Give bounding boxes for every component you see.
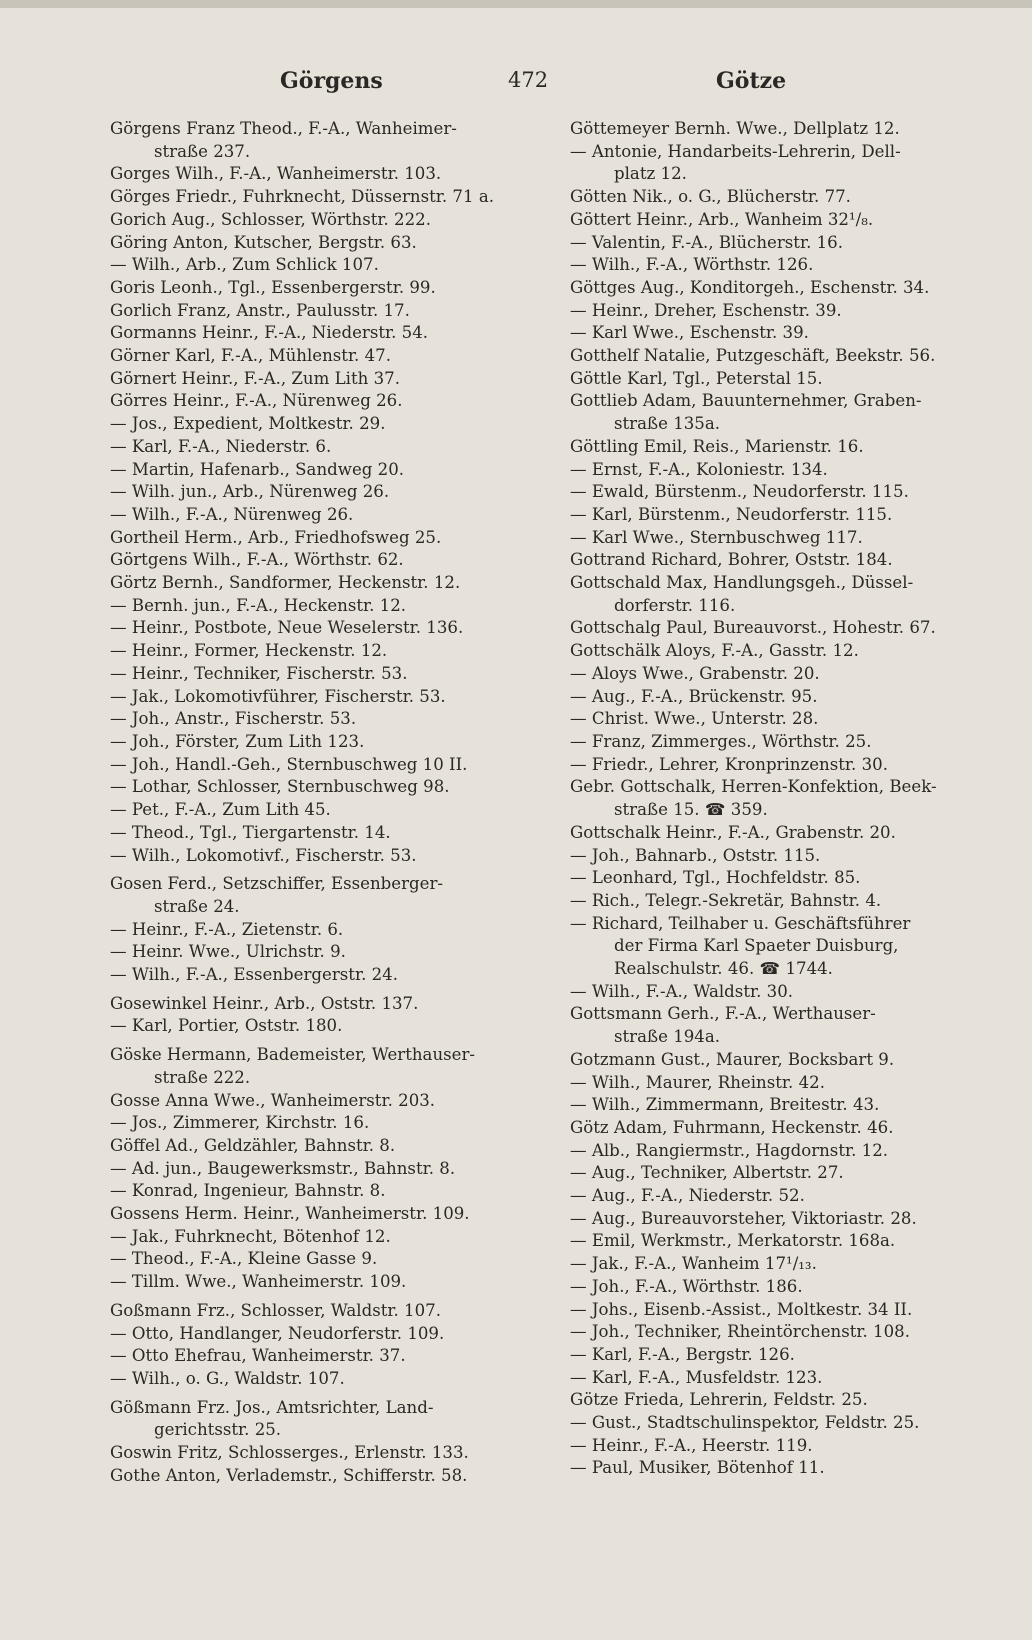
- directory-entry: — Pet., F.-A., Zum Lith 45.: [110, 800, 331, 820]
- directory-entry: Gottlieb Adam, Bauunternehmer, Graben-: [570, 391, 922, 411]
- directory-entry: — Valentin, F.-A., Blücherstr. 16.: [570, 232, 844, 252]
- directory-entry: Gossens Herm. Heinr., Wanheimerstr. 109.: [110, 1204, 470, 1224]
- directory-entry: — Karl, Portier, Oststr. 180.: [110, 1016, 343, 1036]
- directory-entry: — Christ. Wwe., Unterstr. 28.: [570, 709, 819, 729]
- directory-entry: straße 237.: [154, 141, 251, 161]
- directory-entry: Göttling Emil, Reis., Marienstr. 16.: [570, 436, 864, 456]
- directory-entry: — Wilh., F.-A., Essenbergerstr. 24.: [110, 965, 399, 985]
- directory-entry: — Karl, F.-A., Niederstr. 6.: [110, 436, 332, 456]
- directory-entry: Gothe Anton, Verlademstr., Schifferstr. 58.: [110, 1465, 468, 1485]
- page-top-edge: [0, 0, 1032, 8]
- directory-entry: — Karl, F.-A., Bergstr. 126.: [570, 1344, 795, 1364]
- directory-entry: — Ewald, Bürstenm., Neudorferstr. 115.: [570, 482, 909, 502]
- directory-entry: — Joh., Anstr., Fischerstr. 53.: [110, 709, 357, 729]
- directory-entry: Göttemeyer Bernh. Wwe., Dellplatz 12.: [570, 119, 900, 138]
- directory-entry: — Tillm. Wwe., Wanheimerstr. 109.: [110, 1272, 407, 1292]
- directory-entry: — Wilh., Lokomotivf., Fischerstr. 53.: [110, 845, 417, 865]
- directory-entry: Gebr. Gottschalk, Herren-Konfektion, Beek-: [570, 777, 937, 797]
- header-left-keyword: Görgens: [280, 68, 383, 94]
- directory-entry: — Jos., Zimmerer, Kirchstr. 16.: [110, 1113, 370, 1133]
- directory-entry: — Wilh., Zimmermann, Breitestr. 43.: [570, 1095, 880, 1115]
- directory-entry: — Richard, Teilhaber u. Geschäftsführer: [570, 913, 911, 933]
- directory-entry: — Heinr., Postbote, Neue Weselerstr. 136.: [110, 618, 464, 638]
- directory-entry: — Alb., Rangiermstr., Hagdornstr. 12.: [570, 1140, 889, 1160]
- directory-entry: — Heinr., Dreher, Eschenstr. 39.: [570, 300, 842, 320]
- directory-entry: — Joh., Förster, Zum Lith 123.: [110, 731, 365, 751]
- directory-entry: — Joh., Bahnarb., Oststr. 115.: [570, 845, 821, 865]
- directory-entry: — Otto Ehefrau, Wanheimerstr. 37.: [110, 1346, 406, 1366]
- directory-entry: — Heinr. Wwe., Ulrichstr. 9.: [110, 942, 346, 962]
- directory-entry: — Leonhard, Tgl., Hochfeldstr. 85.: [570, 868, 861, 888]
- right-column: [570, 118, 970, 1480]
- directory-entry: — Wilh., Arb., Zum Schlick 107.: [110, 255, 379, 275]
- directory-entry: — Wilh., F.-A., Nürenweg 26.: [110, 504, 354, 524]
- directory-entry: — Karl, Bürstenm., Neudorferstr. 115.: [570, 504, 893, 524]
- directory-entry: straße 24.: [154, 896, 240, 916]
- directory-entry: Gotzmann Gust., Maurer, Bocksbart 9.: [570, 1049, 895, 1069]
- directory-entry: Goßmann Frz., Schlosser, Waldstr. 107.: [110, 1300, 441, 1320]
- directory-entry: Göttert Heinr., Arb., Wanheim 32¹/₈.: [570, 209, 874, 229]
- directory-entry: Gosen Ferd., Setzschiffer, Essenberger-: [110, 874, 444, 894]
- directory-entry: — Paul, Musiker, Bötenhof 11.: [570, 1458, 825, 1478]
- directory-entry: — Johs., Eisenb.-Assist., Moltkestr. 34 II.: [570, 1299, 913, 1319]
- directory-entry: — Wilh., Maurer, Rheinstr. 42.: [570, 1072, 825, 1092]
- directory-entry: Göttle Karl, Tgl., Peterstal 15.: [570, 368, 823, 388]
- directory-entry: Göttges Aug., Konditorgeh., Eschenstr. 34.: [570, 277, 930, 297]
- directory-entry: — Heinr., F.-A., Zietenstr. 6.: [110, 919, 344, 939]
- directory-entry: — Theod., Tgl., Tiergartenstr. 14.: [110, 822, 391, 842]
- directory-entry: Gottschalk Heinr., F.-A., Grabenstr. 20.: [570, 822, 896, 842]
- directory-entry: Görgens Franz Theod., F.-A., Wanheimer-: [110, 119, 457, 138]
- directory-entry: straße 135a.: [614, 414, 721, 434]
- directory-entry: Gorlich Franz, Anstr., Paulusstr. 17.: [110, 300, 410, 320]
- directory-entry: Görner Karl, F.-A., Mühlenstr. 47.: [110, 346, 391, 366]
- directory-entry: — Antonie, Handarbeits-Lehrerin, Dell-: [570, 141, 901, 161]
- directory-entry: — Wilh., o. G., Waldstr. 107.: [110, 1368, 345, 1388]
- directory-entry: — Jak., F.-A., Wanheim 17¹/₁₃.: [570, 1254, 817, 1274]
- directory-entry: — Aug., Techniker, Albertstr. 27.: [570, 1163, 844, 1183]
- directory-entry: Gottsmann Gerh., F.-A., Werthauser-: [570, 1004, 876, 1024]
- directory-entry: — Joh., Techniker, Rheintörchenstr. 108.: [570, 1322, 910, 1342]
- directory-entry: — Friedr., Lehrer, Kronprinzenstr. 30.: [570, 754, 888, 774]
- directory-entry: Gosse Anna Wwe., Wanheimerstr. 203.: [110, 1090, 436, 1110]
- directory-entry: straße 222.: [154, 1067, 251, 1087]
- directory-entry: — Wilh., F.-A., Waldstr. 30.: [570, 981, 794, 1001]
- directory-entry: — Karl Wwe., Sternbuschweg 117.: [570, 527, 863, 547]
- directory-entry: — Rich., Telegr.-Sekretär, Bahnstr. 4.: [570, 890, 882, 910]
- directory-entry: Göffel Ad., Geldzähler, Bahnstr. 8.: [110, 1135, 396, 1155]
- directory-entry: Gortheil Herm., Arb., Friedhofsweg 25.: [110, 527, 442, 547]
- directory-entry: Gottschalg Paul, Bureauvorst., Hohestr. 67.: [570, 618, 936, 638]
- directory-entry: — Joh., F.-A., Wörthstr. 186.: [570, 1276, 803, 1296]
- directory-entry: Götze Frieda, Lehrerin, Feldstr. 25.: [570, 1390, 868, 1410]
- directory-entry: Gosewinkel Heinr., Arb., Oststr. 137.: [110, 993, 419, 1013]
- directory-entry: — Aug., F.-A., Brückenstr. 95.: [570, 686, 818, 706]
- page-header: [0, 60, 1032, 100]
- directory-entry: — Heinr., Techniker, Fischerstr. 53.: [110, 663, 408, 683]
- directory-entry: — Jak., Lokomotivführer, Fischerstr. 53.: [110, 686, 446, 706]
- page-number: 472: [508, 68, 549, 92]
- directory-entry: Göske Hermann, Bademeister, Werthauser-: [110, 1045, 476, 1065]
- directory-entry: — Aug., F.-A., Niederstr. 52.: [570, 1186, 805, 1206]
- directory-entry: dorferstr. 116.: [614, 595, 736, 615]
- directory-entry: Görtgens Wilh., F.-A., Wörthstr. 62.: [110, 550, 404, 570]
- directory-entry: — Bernh. jun., F.-A., Heckenstr. 12.: [110, 595, 407, 615]
- directory-entry: Gottrand Richard, Bohrer, Oststr. 184.: [570, 550, 893, 570]
- directory-entry: — Ad. jun., Baugewerksmstr., Bahnstr. 8.: [110, 1158, 456, 1178]
- directory-entry: — Jos., Expedient, Moltkestr. 29.: [110, 414, 386, 434]
- directory-entry: Gormanns Heinr., F.-A., Niederstr. 54.: [110, 323, 429, 343]
- directory-entry: straße 194a.: [614, 1027, 721, 1047]
- directory-entry: — Heinr., F.-A., Heerstr. 119.: [570, 1435, 813, 1455]
- directory-entry: Götten Nik., o. G., Blücherstr. 77.: [570, 187, 851, 207]
- directory-entry: — Jak., Fuhrknecht, Bötenhof 12.: [110, 1226, 391, 1246]
- header-right-keyword: Götze: [716, 68, 787, 94]
- directory-entry: — Aug., Bureauvorsteher, Viktoriastr. 28.: [570, 1208, 917, 1228]
- directory-entry: Götz Adam, Fuhrmann, Heckenstr. 46.: [570, 1117, 894, 1137]
- directory-entry: — Karl Wwe., Eschenstr. 39.: [570, 323, 809, 343]
- directory-entry: Gottschälk Aloys, F.-A., Gasstr. 12.: [570, 641, 859, 661]
- directory-entry: Realschulstr. 46. ☎ 1744.: [614, 959, 833, 979]
- directory-entry: Gößmann Frz. Jos., Amtsrichter, Land-: [110, 1397, 434, 1417]
- directory-entry: — Karl, F.-A., Musfeldstr. 123.: [570, 1367, 823, 1387]
- directory-entry: der Firma Karl Spaeter Duisburg,: [614, 936, 899, 956]
- directory-entry: — Otto, Handlanger, Neudorferstr. 109.: [110, 1323, 445, 1343]
- directory-entry: — Aloys Wwe., Grabenstr. 20.: [570, 663, 820, 683]
- directory-entry: Gorges Wilh., F.-A., Wanheimerstr. 103.: [110, 164, 442, 184]
- directory-entry: platz 12.: [614, 164, 687, 184]
- directory-entry: — Lothar, Schlosser, Sternbuschweg 98.: [110, 777, 450, 797]
- directory-entry: straße 15. ☎ 359.: [614, 800, 768, 820]
- directory-entry: Gotthelf Natalie, Putzgeschäft, Beekstr. 56.: [570, 346, 936, 366]
- directory-entry: — Ernst, F.-A., Koloniestr. 134.: [570, 459, 828, 479]
- directory-entry: Gottschald Max, Handlungsgeh., Düssel-: [570, 573, 914, 593]
- directory-entry: Görges Friedr., Fuhrknecht, Düssernstr. 71 a.: [110, 187, 494, 207]
- directory-entry: — Konrad, Ingenieur, Bahnstr. 8.: [110, 1181, 386, 1201]
- directory-entry: — Wilh., F.-A., Wörthstr. 126.: [570, 255, 814, 275]
- directory-entry: — Heinr., Former, Heckenstr. 12.: [110, 641, 388, 661]
- directory-entry: Görtz Bernh., Sandformer, Heckenstr. 12.: [110, 573, 461, 593]
- directory-entry: Goris Leonh., Tgl., Essenbergerstr. 99.: [110, 277, 436, 297]
- directory-entry: — Theod., F.-A., Kleine Gasse 9.: [110, 1249, 378, 1269]
- directory-entry: Görres Heinr., F.-A., Nürenweg 26.: [110, 391, 403, 411]
- directory-entry: Gorich Aug., Schlosser, Wörthstr. 222.: [110, 209, 432, 229]
- directory-entry: — Franz, Zimmerges., Wörthstr. 25.: [570, 731, 872, 751]
- directory-entry: Göring Anton, Kutscher, Bergstr. 63.: [110, 232, 417, 252]
- directory-entry: Goswin Fritz, Schlosserges., Erlenstr. 133.: [110, 1443, 469, 1463]
- directory-entry: — Gust., Stadtschulinspektor, Feldstr. 25.: [570, 1413, 920, 1433]
- directory-entry: gerichtsstr. 25.: [154, 1420, 282, 1440]
- directory-entry: — Wilh. jun., Arb., Nürenweg 26.: [110, 482, 390, 502]
- directory-entry: Görnert Heinr., F.-A., Zum Lith 37.: [110, 368, 400, 388]
- left-column: [110, 118, 540, 1487]
- directory-entry: — Martin, Hafenarb., Sandweg 20.: [110, 459, 405, 479]
- directory-entry: — Joh., Handl.-Geh., Sternbuschweg 10 II.: [110, 754, 468, 774]
- directory-entry: — Emil, Werkmstr., Merkatorstr. 168a.: [570, 1231, 896, 1251]
